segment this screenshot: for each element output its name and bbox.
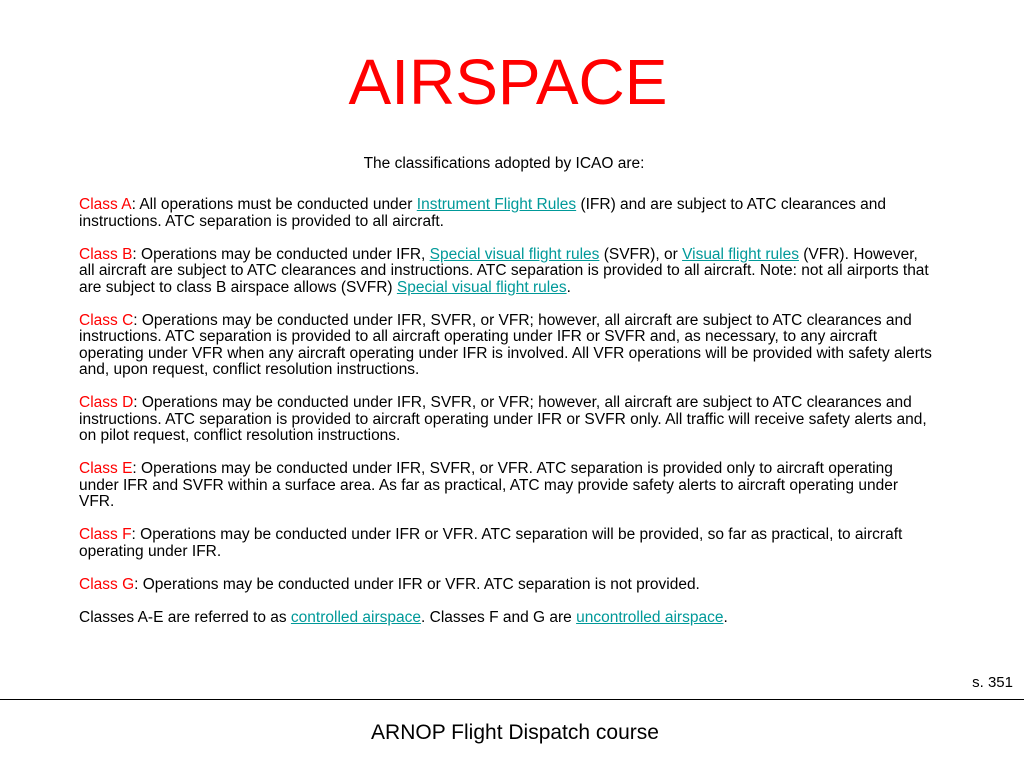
class-b-text-cont-2: (VFR). However, all aircraft are subject to ATC clearances and instructions. ATC separation is provided to all aircraft. Note: not all airports that are subject to class B airspace allows (SVFR) (79, 245, 929, 296)
class-b-label: Class B (79, 245, 133, 263)
class-e-label: Class E (79, 460, 133, 477)
class-c-paragraph (79, 313, 935, 379)
class-g-label: Class G (79, 575, 135, 593)
class-f-paragraph (79, 527, 935, 560)
intro-text: The classifications adopted by ICAO are: (363, 155, 645, 172)
class-a-text: : All operations must be conducted under (131, 196, 417, 213)
summary-text-cont: . Classes F and G are (421, 608, 577, 626)
class-b-text: : Operations may be conducted under IFR, (132, 245, 430, 263)
class-list (79, 197, 935, 643)
class-d-paragraph (79, 395, 935, 445)
summary-text-end: . (723, 608, 728, 626)
class-d-label: Class D (79, 394, 134, 411)
instrument-flight-rules-link[interactable]: Instrument Flight Rules (416, 196, 577, 213)
controlled-airspace-link[interactable]: controlled airspace (290, 608, 422, 626)
class-a-label: Class A (79, 196, 132, 213)
page-number: s. 351 (972, 674, 1013, 691)
class-c-label: Class C (79, 311, 134, 329)
special-visual-flight-rules-link[interactable]: Special visual flight rules (429, 245, 600, 263)
slide-title: AIRSPACE (348, 46, 668, 118)
summary-text: Classes A-E are referred to as (79, 608, 291, 626)
summary-paragraph (79, 610, 935, 627)
class-a-text-cont: (IFR) and are subject to ATC clearances and instructions. ATC separation is provided to all aircraft. (79, 196, 887, 230)
class-b-text-cont: (SVFR), or (599, 245, 683, 263)
class-c-text: : Operations may be conducted under IFR, SVFR, or VFR; however, all aircraft are subject to ATC clearances and instructions. ATC separation is provided to all aircraft operating under IFR or SVFR and, as necessary, to any aircraft operating under VFR when any aircraft operating under IFR is involved. All VFR operations will be provided with safety alerts and, upon request, conflict resolution instructions. (79, 311, 932, 378)
class-f-text: : Operations may be conducted under IFR or VFR. ATC separation will be provided, so far as practical, to aircraft operating under IFR. (79, 526, 903, 560)
class-e-text: : Operations may be conducted under IFR, SVFR, or VFR. ATC separation is provided only to aircraft operating under IFR and SVFR within a surface area. As far as practical, ATC may provide safety alerts to aircraft operating under VFR. (79, 460, 899, 510)
class-b-text-end: . (566, 278, 571, 296)
class-d-text: : Operations may be conducted under IFR, SVFR, or VFR; however, all aircraft are subject to ATC clearances and instructions. ATC separation is provided to aircraft operating under IFR or SVFR only. All traffic will receive safety alerts and, on pilot request, conflict resolution instructions. (79, 394, 927, 444)
visual-flight-rules-link[interactable]: Visual flight rules (682, 245, 799, 263)
class-a-paragraph (79, 197, 935, 230)
class-f-label: Class F (79, 526, 132, 543)
class-g-text: : Operations may be conducted under IFR or VFR. ATC separation is not provided. (134, 575, 700, 593)
class-e-paragraph (79, 461, 935, 511)
footer-divider (0, 699, 1024, 700)
class-b-paragraph (79, 247, 935, 297)
uncontrolled-airspace-link[interactable]: uncontrolled airspace (576, 608, 724, 626)
course-footer: ARNOP Flight Dispatch course (371, 721, 659, 744)
class-g-paragraph (79, 577, 935, 594)
special-visual-flight-rules-link-2[interactable]: Special visual flight rules (396, 278, 567, 296)
